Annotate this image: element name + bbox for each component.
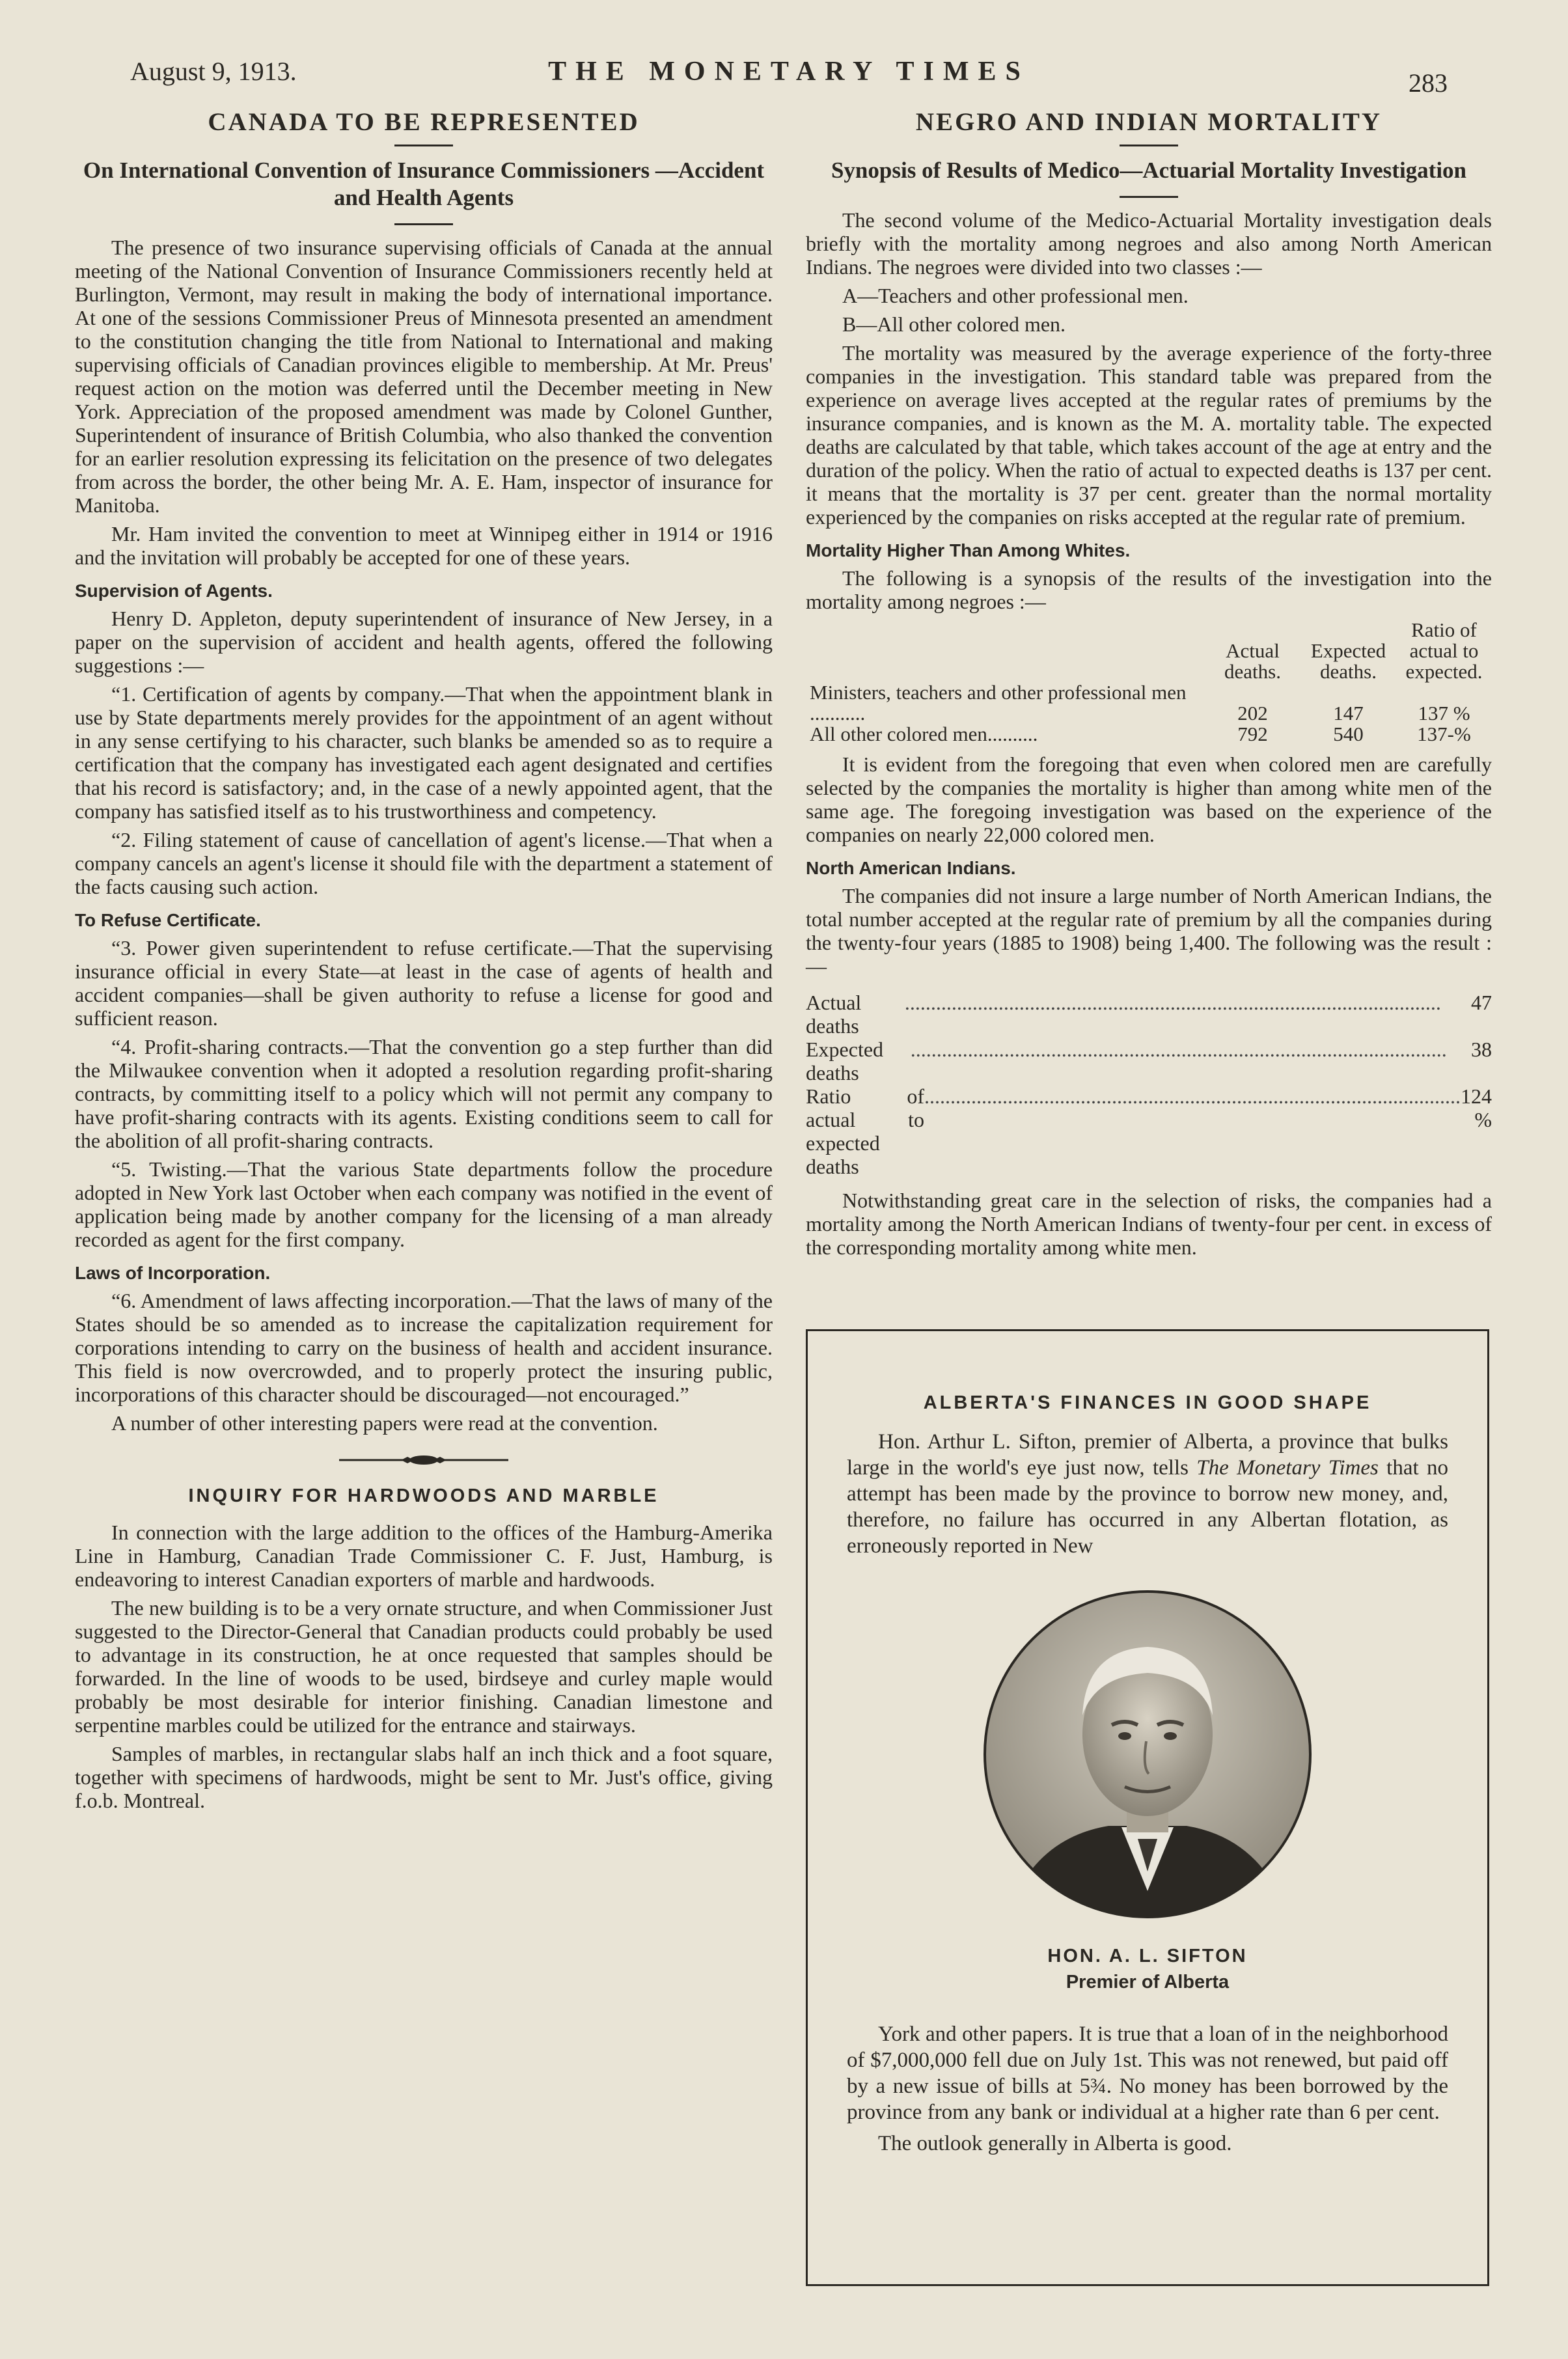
row-label: Ministers, teachers and other professional men ........... (810, 681, 1187, 724)
table-header-row (806, 620, 1492, 682)
paragraph: “3. Power given superintendent to refuse certificate.—That the supervising insurance official in every State—at least in the case of agents of health and accident companies—shall be given authority to refuse a license for good and sufficient reason. (75, 936, 773, 1030)
divider-rule (394, 145, 453, 146)
section-heading-indians: North American Indians. (806, 858, 1016, 878)
divider-rule (1120, 196, 1178, 198)
ornament-divider-icon (75, 1448, 773, 1471)
page-number: 283 (1409, 68, 1448, 98)
result-value: 47 (1471, 991, 1492, 1014)
cell-actual: 792 (1237, 723, 1268, 745)
paragraph: Hon. Arthur L. Sifton, premier of Alberta, a province that bulks large in the world's eye just now, tells The Monetary Times that no attempt has been made by the province to borrow new money, and, therefore, no failure has occurred in any Albertan flotation, as erroneously reported in New (847, 1430, 1448, 1558)
result-value: 38 (1471, 1038, 1492, 1061)
result-label: Expected deaths (806, 1038, 884, 1084)
class-b-line: B—All other colored men. (842, 312, 1066, 336)
paragraph: The presence of two insurance supervising officials of Canada at the annual meeting of the National Convention of Insurance Commissioners recently held at Burlington, Vermont, may result in making the body of international importance. At one of the sessions Commissioner Preus of Minnesota presented an amendment to the constitution changing the title from National to International and making supervising officials of Canadian provinces eligible to membership. At Mr. Preus' request action on the motion was deferred until the December meeting in New York. Appreciation of the proposed amendment was made by Colonel Gunther, Superintendent of insurance of British Columbia, who also thanked the convention for an earlier resolution expressing its felicitation on the presence of two delegates from across the border, the other being Mr. A. E. Ham, inspector of insurance for Manitoba. (75, 236, 773, 517)
paragraph: “5. Twisting.—That the various State departments follow the procedure adopted in New York last October when each company was notified in the event of application being made by another company for the licensing of a man already recorded as agent for the first company. (75, 1157, 773, 1251)
article-headline-inquiry: INQUIRY FOR HARDWOODS AND MARBLE (188, 1485, 659, 1506)
right-column (806, 108, 1492, 1264)
paragraph: The outlook generally in Alberta is good. (878, 2132, 1232, 2155)
row-label: All other colored men.......... (810, 723, 1038, 745)
divider-rule (1120, 145, 1178, 146)
paragraph: Mr. Ham invited the convention to meet at Winnipeg either in 1914 or 1916 and the invitation will probably be accepted for one of these years. (75, 522, 773, 569)
class-a-line: A—Teachers and other professional men. (842, 284, 1189, 307)
article-subhead-canada: On International Convention of Insurance Commissioners —Accident and Health Agents (83, 158, 765, 210)
paragraph: “1. Certification of agents by company.—That when the appointment blank in use by State departments merely provides for the appointment of an agent without in any sense certifying to his character, such blanks be amended so as to require a certification that the company has investigated each agent designated and certifies that his record is satisfactory; and, in the case of a newly appointed agent, that the company has satisfied itself as to his trustworthiness and competency. (75, 682, 773, 823)
paragraph: Notwithstanding great care in the selection of risks, the companies had a mortality among the North American Indians of twenty-four per cent. in excess of the corresponding mortality among white men. (806, 1189, 1492, 1259)
paragraph: The following is a synopsis of the results of the investigation into the mortality among negroes :— (806, 566, 1492, 613)
article-headline-canada: CANADA TO BE REPRESENTED (208, 108, 640, 136)
paragraph: The second volume of the Medico-Actuarial Mortality investigation deals briefly with the mortality among negroes and also among North American Indians. The negroes were divided into two classes :— (806, 208, 1492, 279)
cell-ratio: 137-% (1417, 723, 1471, 745)
article-headline-alberta: ALBERTA'S FINANCES IN GOOD SHAPE (923, 1392, 1372, 1413)
paragraph: The companies did not insure a large number of North American Indians, the total number accepted at the regular rate of premium by all the companies during the twenty-four years (1885 to 1908) being 1,400. The following was the result :— (806, 884, 1492, 978)
column-header-ratio: Ratio of actual to expected. (1405, 618, 1483, 683)
indian-results-list (806, 991, 1492, 1178)
cell-ratio: 137 % (1418, 702, 1470, 724)
paragraph: It is evident from the foregoing that even when colored men are carefully selected by the companies the mortality is higher than among white men of the same age. The foregoing investigation was based on the experience of the companies on nearly 22,000 colored men. (806, 752, 1492, 846)
mortality-table (806, 620, 1492, 745)
paragraph: A number of other interesting papers were read at the convention. (111, 1411, 658, 1435)
cell-expected: 540 (1333, 723, 1364, 745)
paragraph: “6. Amendment of laws affecting incorporation.—That the laws of many of the States should be so amended as to increase the capitalization requirement for corporations intending to carry on the business of health and accident insurance. This field is now overcrowded, and to properly protect the insuring public, incorporations of this character should be discouraged—not encouraged.” (75, 1289, 773, 1406)
column-header-expected: Expected deaths. (1310, 639, 1386, 683)
leader-dots: ....................................................................................................... (924, 1084, 1461, 1108)
alberta-boxed-article (806, 1329, 1489, 2286)
leader-dots: ....................................................................................................... (904, 991, 1441, 1014)
portrait-photo (978, 1585, 1317, 1924)
photo-caption-title: Premier of Alberta (1066, 1972, 1230, 1993)
publication-name-italic: The Monetary Times (1196, 1456, 1379, 1480)
issue-date: August 9, 1913. (130, 57, 297, 86)
result-value: 124 % (1461, 1084, 1492, 1131)
list-item (806, 991, 1492, 1038)
paragraph: The mortality was measured by the average experience of the forty-three companies in the investigation. This standard table was prepared from the experience on average lives accepted at the regular rates of premiums by the insurance companies, and is known as the M. A. mortality table. The expected deaths are calculated by that table, which takes account of the age at entry and the duration of the policy. When the ratio of actual to expected deaths is 137 per cent. it means that the mortality is 37 per cent. greater than the normal mortality experienced by the companies on risks accepted at the regular rate of premium. (806, 341, 1492, 529)
article-headline-mortality: NEGRO AND INDIAN MORTALITY (915, 108, 1382, 136)
paragraph: Henry D. Appleton, deputy superintendent of insurance of New Jersey, in a paper on the supervision of accident and health agents, offered the following suggestions :— (75, 607, 773, 677)
table-row (806, 724, 1492, 745)
section-heading-supervision: Supervision of Agents. (75, 581, 273, 601)
list-item (806, 1084, 1492, 1178)
paragraph: “2. Filing statement of cause of cancellation of agent's license.—That when a company cancels an agent's license it should file with the department a statement of the facts causing such action. (75, 828, 773, 898)
paragraph: York and other papers. It is true that a loan of in the neighborhood of $7,000,000 fell due on July 1st. This was not renewed, but paid off by a new issue of bills at 5¾. No money has been borrowed by the province from any bank or individual at a higher rate than 6 per cent. (847, 2022, 1448, 2124)
page-header (130, 56, 1448, 102)
paragraph: Samples of marbles, in rectangular slabs half an inch thick and a foot square, together with specimens of hardwoods, might be sent to Mr. Just's office, giving f.o.b. Montreal. (75, 1742, 773, 1812)
section-heading-laws: Laws of Incorporation. (75, 1263, 271, 1283)
paragraph: In connection with the large addition to the offices of the Hamburg-Amerika Line in Hamburg, Canadian Trade Commissioner C. F. Just, Hamburg, is endeavoring to interest Canadian exporters of marble and hardwoods. (75, 1521, 773, 1591)
divider-rule (394, 223, 453, 225)
section-heading-refuse: To Refuse Certificate. (75, 910, 261, 930)
paragraph: “4. Profit-sharing contracts.—That the convention go a step further than did the Milwaukee convention when it adopted a resolution regarding profit-sharing contracts, by committing itself to a policy which will not permit any company to have profit-sharing contracts with its agents. Existing conditions seem to call for the abolition of all profit-sharing contracts. (75, 1035, 773, 1152)
left-column (75, 108, 773, 1817)
article-subhead-mortality: Synopsis of Results of Medico—Actuarial Mortality Investigation (831, 158, 1467, 183)
cell-actual: 202 (1237, 702, 1268, 724)
list-item (806, 1038, 1492, 1084)
table-row (806, 682, 1492, 724)
publication-title: THE MONETARY TIMES (548, 57, 1030, 87)
result-label: Actual deaths (806, 991, 862, 1038)
paragraph: The new building is to be a very ornate structure, and when Commissioner Just suggested to the Director-General that Canadian products could probably be used to advantage in its construction, he at once requested that samples should be forwarded. In the line of woods to be used, birdseye and curley maple would probably be most desirable for interior finishing. Canadian limestone and serpentine marbles could be utilized for the entrance and stairways. (75, 1596, 773, 1737)
leader-dots: ....................................................................................................... (910, 1038, 1447, 1061)
photo-caption-name: HON. A. L. SIFTON (1047, 1946, 1248, 1966)
section-heading-mortality: Mortality Higher Than Among Whites. (806, 540, 1131, 560)
cell-expected: 147 (1333, 702, 1364, 724)
result-label: Ratio of actual to expected deaths (806, 1084, 924, 1178)
column-header-actual: Actual deaths. (1224, 639, 1281, 683)
